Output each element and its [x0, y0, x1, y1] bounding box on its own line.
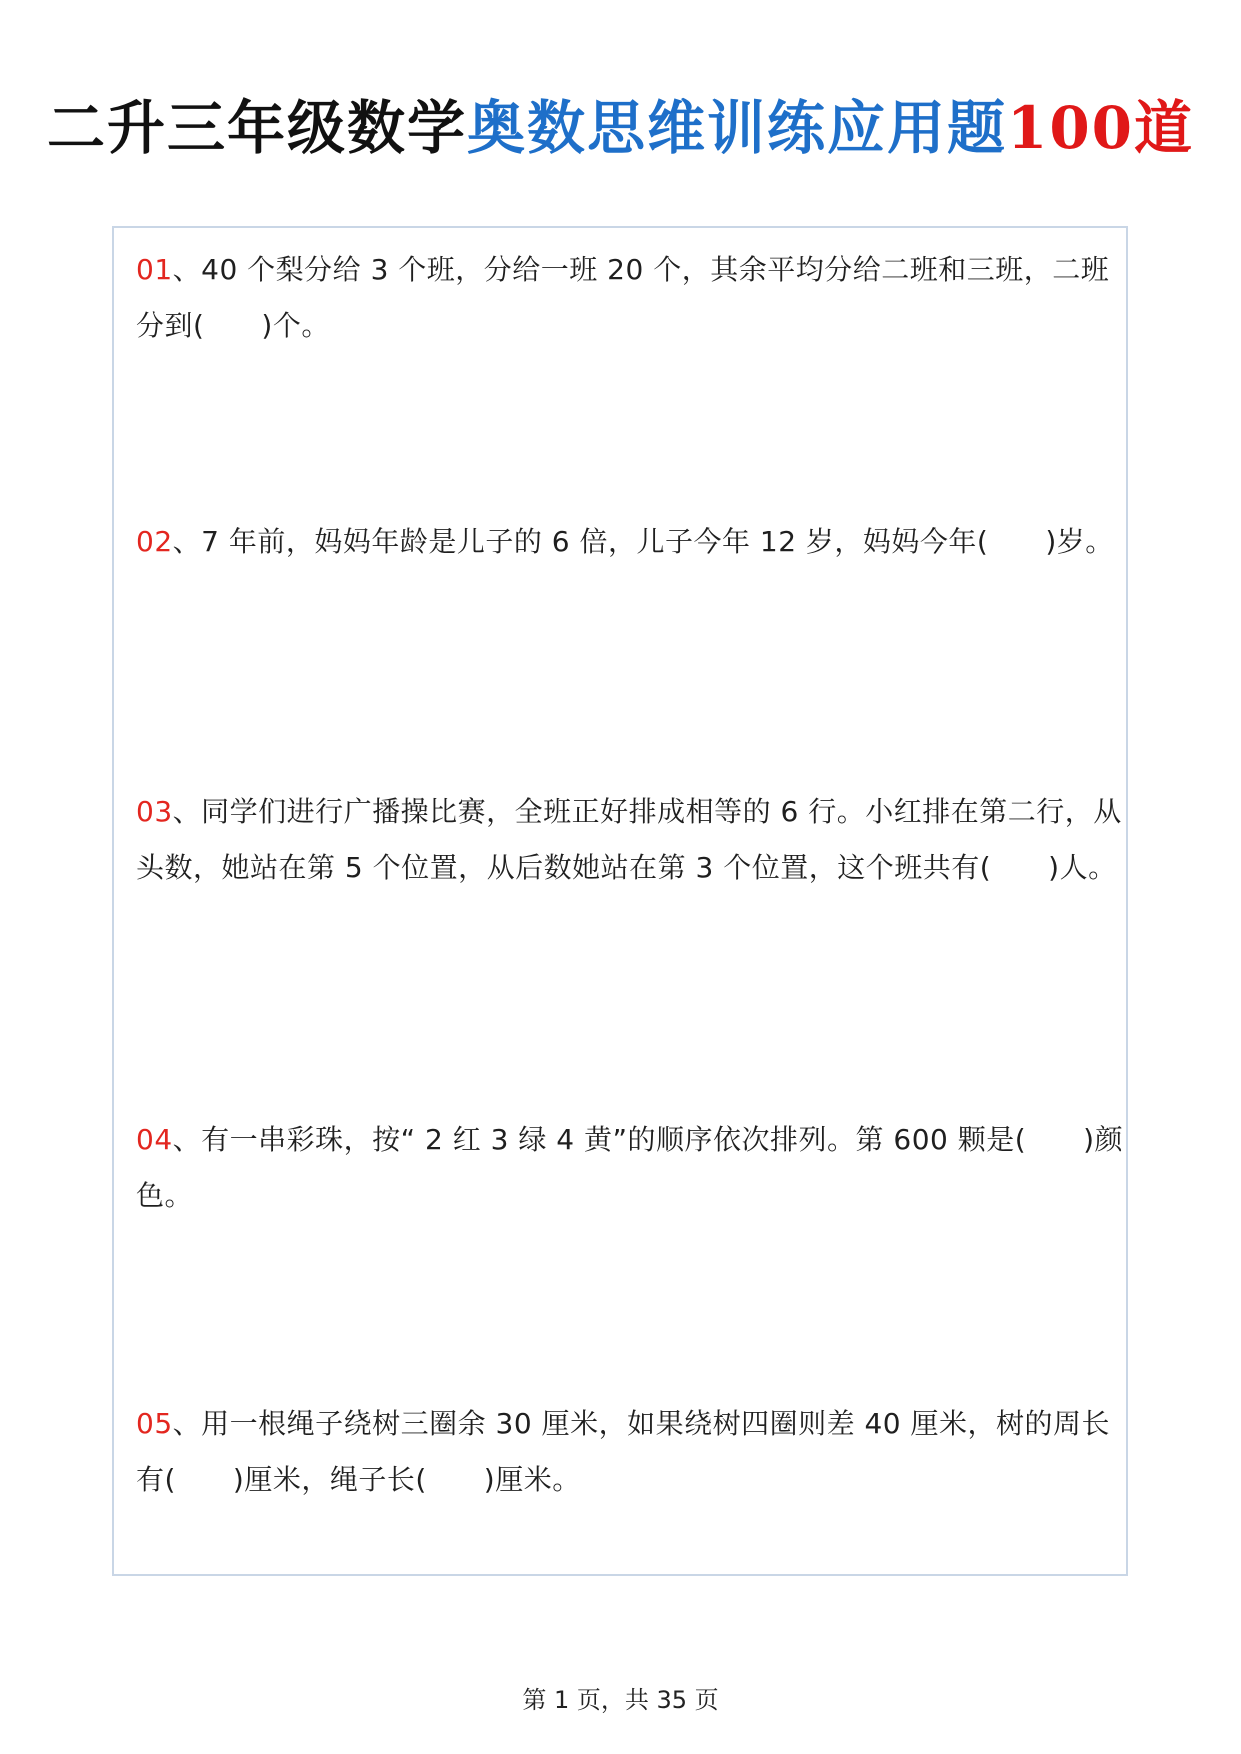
question-number: 01	[136, 253, 173, 286]
title-part-red: 100道	[1006, 94, 1195, 162]
question-item	[136, 242, 1126, 354]
question-text: 、有一串彩珠，按“ 2 红 3 绿 4 黄”的顺序依次排列。第 600 颗是( )颜色。	[136, 1123, 1124, 1212]
page-title	[0, 88, 1241, 168]
question-number: 04	[136, 1123, 173, 1156]
question-text: 、同学们进行广播操比赛，全班正好排成相等的 6 行。小红排在第二行，从头数，她站在第 5 个位置，从后数她站在第 3 个位置，这个班共有( )人。	[136, 795, 1122, 884]
title-part-black: 二升三年级数学	[46, 94, 467, 162]
question-number: 05	[136, 1407, 173, 1440]
question-text: 、用一根绳子绕树三圈余 30 厘米，如果绕树四圈则差 40 厘米，树的周长有( )厘米，绳子长( )厘米。	[136, 1407, 1111, 1496]
questions-frame	[112, 226, 1128, 1576]
question-text: 、7 年前，妈妈年龄是儿子的 6 倍，儿子今年 12 岁，妈妈今年( )岁。	[172, 525, 1114, 558]
question-item	[136, 784, 1126, 896]
question-number: 03	[136, 795, 173, 828]
question-text: 、40 个梨分给 3 个班，分给一班 20 个，其余平均分给二班和三班，二班分到( )个。	[136, 253, 1110, 342]
question-number: 02	[136, 525, 173, 558]
question-item	[136, 1396, 1126, 1508]
title-part-blue: 奥数思维训练应用题	[466, 94, 1007, 162]
page-number-footer: 第 1 页，共 35 页	[522, 1686, 719, 1714]
question-item	[136, 1112, 1126, 1224]
question-item	[136, 514, 1126, 570]
